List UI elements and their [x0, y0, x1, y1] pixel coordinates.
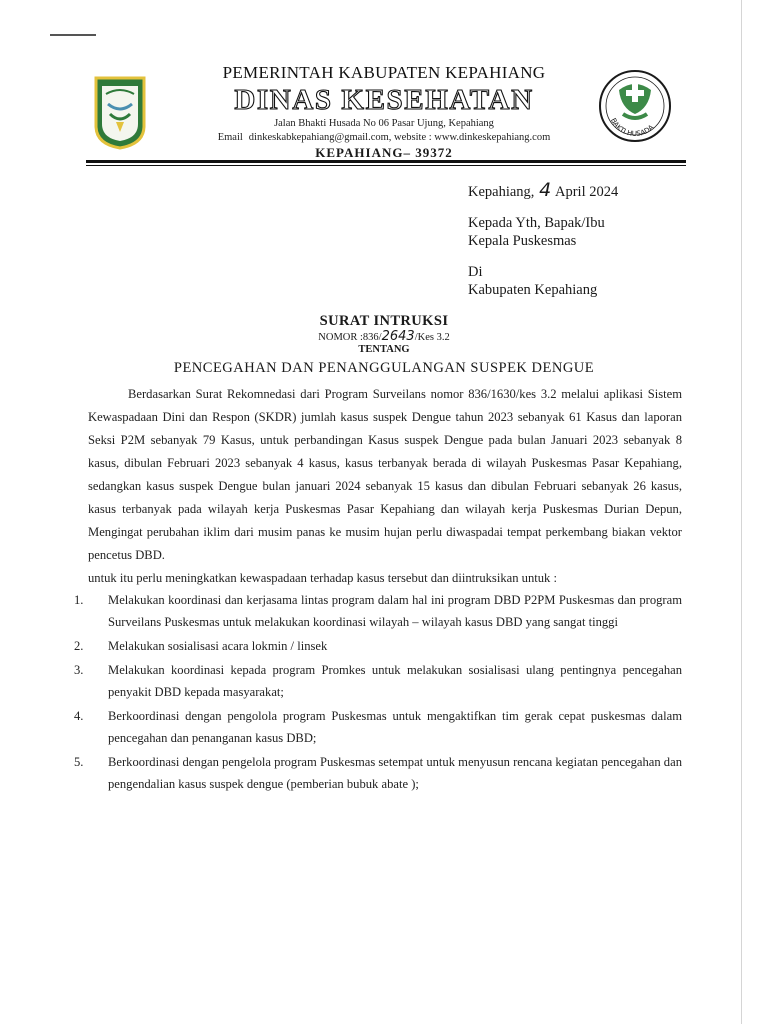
at-label: Di — [468, 264, 483, 280]
date-city: Kepahiang, — [468, 184, 535, 200]
addressee-location — [468, 263, 597, 299]
letter-body — [88, 383, 682, 590]
list-item-text: Melakukan koordinasi kepada program Promkes untuk melakukan sosialisasi ulang pentingnya pencegahan penyakit DBD kepada masyarakat; — [108, 663, 682, 699]
letterhead — [0, 0, 768, 170]
list-item-number: 1. — [74, 593, 84, 607]
list-item-text: Melakukan koordinasi dan kerjasama lintas program dalam hal ini program DBD P2PM Puskesmas dan program Surveilans Puskesmas untuk melakukan koordinasi wilayah – wilayah kasus DBD yang sangat tinggi — [108, 593, 682, 629]
letter-date — [468, 181, 618, 201]
body-paragraph: Berdasarkan Surat Rekomnedasi dari Program Surveilans nomor 836/1630/kes 3.2 melalui aplikasi Sistem Kewaspadaan Dini dan Respon (SKDR) jumlah kasus suspek Dengue tahun 2023 sebanyak 61 Kasus dan laporan Seksi P2M sebanyak 79 Kasus, untuk perbandingan Kasus suspek Dengue pada bulan Januari 2023 sebanyak 8 kasus, dibulan Februari 2023 sebanyak 4 kasus, kasus terbanyak berada di wilayah Puskesmas Pasar Kepahiang, sedangkan kasus suspek Dengue bulan januari 2024 sebanyak 15 kasus dan dibulan Februari sebanyak 26 kasus, kasus terbanyak pada wilayah kerja Puskesmas Pasar Kepahiang dan wilayah kerja Puskesmas Durian Depun, Mengingat perubahan iklim dari musim panas ke musim hujan perlu diwaspadai tempat perkembang biakan vektor pencetus DBD. — [88, 387, 682, 562]
list-item-text: Melakukan sosialisasi acara lokmin / linsek — [108, 639, 328, 653]
list-item — [74, 635, 682, 657]
letterhead-rule-thick — [86, 160, 686, 163]
office-name: DINAS KESEHATAN — [234, 84, 534, 116]
letter-title — [0, 312, 768, 378]
list-item — [74, 659, 682, 703]
addressee — [468, 214, 605, 250]
list-item — [74, 589, 682, 633]
list-item-number: 3. — [74, 663, 84, 677]
title-topic: PENCEGAHAN DAN PENANGGULANGAN SUSPEK DENGUE — [173, 360, 595, 376]
number-prefix: NOMOR :836/ — [318, 332, 382, 343]
date-day-handwritten: 4 — [539, 179, 552, 201]
list-item-number: 2. — [74, 639, 84, 653]
addressee-line1: Kepada Yth, Bapak/Ibu — [468, 215, 605, 231]
letterhead-rule-thin — [86, 165, 686, 166]
list-item — [74, 751, 682, 795]
email-website: dinkeskabkepahiang@gmail.com, website : www.dinkeskepahiang.com — [248, 132, 551, 143]
location: Kabupaten Kepahiang — [468, 282, 598, 298]
city-postcode: KEPAHIANG– 39372 — [315, 145, 453, 160]
list-item — [74, 705, 682, 749]
date-month-year: April 2024 — [554, 184, 619, 200]
title-about: TENTANG — [358, 344, 410, 355]
body-lead-in: untuk itu perlu meningkatkan kewaspadaan terhadap kasus tersebut dan diintruksikan untuk : — [88, 571, 558, 585]
bakti-husada-emblem-icon — [597, 66, 673, 146]
title-main: SURAT INTRUKSI — [319, 313, 449, 329]
number-suffix: /Kes 3.2 — [414, 332, 450, 343]
letter-number — [0, 330, 768, 344]
list-item-number: 5. — [74, 755, 84, 769]
list-item-text: Berkoordinasi dengan pengolola program Puskesmas untuk mengaktifkan tim gerak cepat puskesmas dalam pencegahan dan penanganan kasus DBD; — [108, 709, 682, 745]
emblem-text: BAKTI HUSADA — [608, 116, 656, 139]
addressee-line2: Kepala Puskesmas — [468, 233, 577, 249]
list-item-number: 4. — [74, 709, 84, 723]
office-address: Jalan Bhakti Husada No 06 Pasar Ujung, Kepahiang — [274, 118, 494, 129]
instruction-list — [74, 589, 682, 797]
number-handwritten: 2643 — [381, 329, 415, 344]
government-name: PEMERINTAH KABUPATEN KEPAHIANG — [222, 63, 546, 82]
email-label: Email — [217, 132, 243, 143]
list-item-text: Berkoordinasi dengan pengelola program Puskesmas setempat untuk menyusun rencana kegiatan pencegahan dan pengendalian kasus suspek dengue (pemberian bubuk abate ); — [108, 755, 682, 791]
